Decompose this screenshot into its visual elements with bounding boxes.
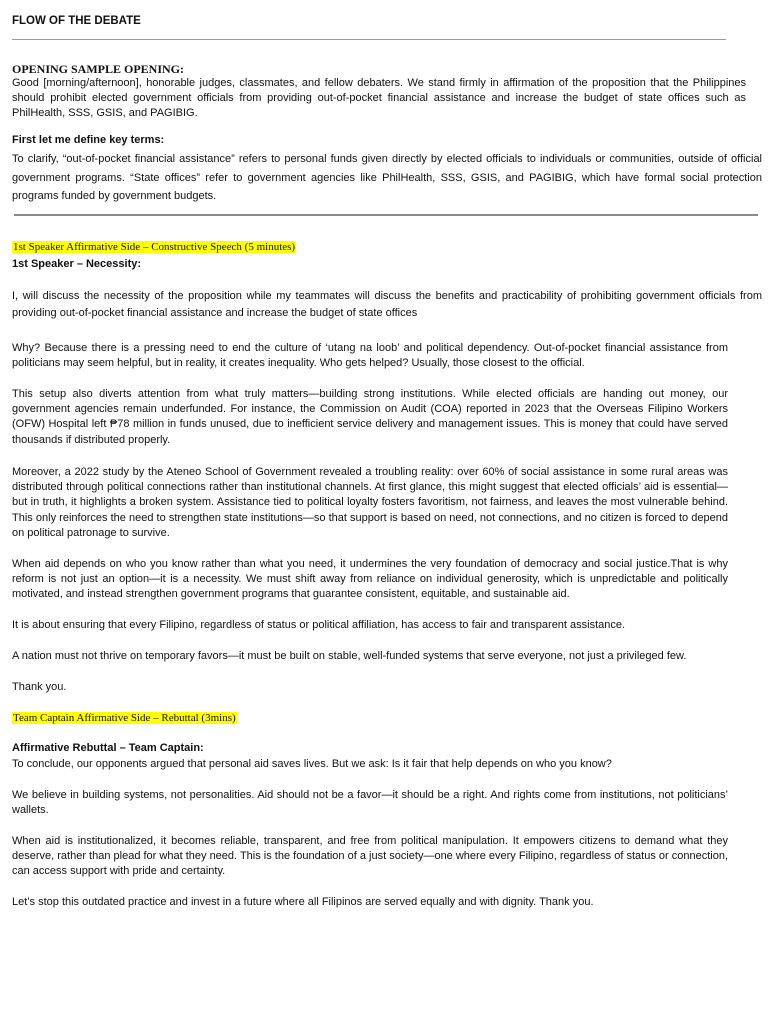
speaker1-highlight-label: 1st Speaker Affirmative Side – Constructive Speech (5 minutes)	[13, 241, 296, 253]
nation-paragraph: A nation must not thrive on temporary favors—it must be built on stable, well-funded systems that serve everyone, not just a privileged few.	[12, 650, 687, 662]
institutionalized-paragraph: When aid is institutionalized, it becomes reliable, transparent, and free from political manipulation. It empowers citizens to demand what they deserve, rather than plead for what they need. This is the foundation of a just society—one where every Filipino, regardless of status or connection, can access support with pride and certainty.	[12, 835, 728, 878]
opening-heading: OPENING SAMPLE OPENING:	[12, 62, 185, 76]
title-divider	[12, 39, 726, 40]
speaker1-intro-paragraph: I, will discuss the necessity of the proposition while my teammates will discuss the benefits and practicability of prohibiting government officials from providing out-of-pocket financial assistance and increase the budget of state offices	[12, 290, 762, 319]
rebuttal-heading: Affirmative Rebuttal – Team Captain:	[12, 742, 204, 754]
ensuring-paragraph: It is about ensuring that every Filipino, regardless of status or political affiliation, has access to fair and transparent assistance.	[12, 619, 626, 631]
speaker1-heading: 1st Speaker – Necessity:	[12, 258, 142, 270]
setup-paragraph: This setup also diverts attention from what truly matters—building strong institutions. While elected officials are handing out money, our government agencies remain underfunded. For instance, the Commission on Audit (COA) reported in 2023 that the Overseas Filipino Workers (OFW) Hospital left ₱78 million in funds unused, due to inefficient service delivery and management issues. This is money that could have served thousands if distributed properly.	[12, 388, 728, 446]
final-paragraph: Let’s stop this outdated practice and invest in a future where all Filipinos are served equally and with dignity. Thank you.	[12, 896, 594, 908]
when-aid-paragraph: When aid depends on who you know rather than what you need, it undermines the very foundation of democracy and social justice.That is why reform is not just an option—it is a necessity. We must shift away from reliance on individual generosity, which is unpredictable and politically motivated, and instead strengthen government programs that guarantee consistent, equitable, and sustainable aid.	[12, 558, 728, 601]
key-terms-heading: First let me define key terms:	[12, 134, 165, 146]
section-divider	[14, 214, 758, 216]
opening-paragraph: Good [morning/afternoon], honorable judges, classmates, and fellow debaters. We stand firmly in affirmation of the proposition that the Philippines should prohibit elected government officials from providing out-of-pocket financial assistance and increase the budget of state offices such as PhilHealth, SSS, GSIS, and PAGIBIG.	[12, 77, 746, 120]
believe-paragraph: We believe in building systems, not personalities. Aid should not be a favor—it should be a right. And rights come from institutions, not politicians’ wallets.	[12, 789, 728, 817]
moreover-paragraph: Moreover, a 2022 study by the Ateneo School of Government revealed a troubling reality: over 60% of social assistance in some rural areas was distributed through political connections rather than institutional channels. At first glance, this might suggest that elected officials’ aid is essential—but in truth, it highlights a broken system. Assistance tied to political loyalty fosters favoritism, not fairness, and leaves the most vulnerable behind. This only reinforces the need to strengthen state institutions—so that support is based on need, not connections, and no citizen is forced to depend on political patronage to survive.	[12, 466, 728, 539]
rebuttal-intro-paragraph: To conclude, our opponents argued that personal aid saves lives. But we ask: Is it fair that help depends on who you know?	[12, 758, 612, 770]
key-terms-paragraph: To clarify, “out-of-pocket financial assistance” refers to personal funds given directly by elected officials to individuals or communities, outside of official government programs. “State offices” refer to government agencies like PhilHealth, SSS, GSIS, and PAGIBIG, which have formal social protection programs funded by government budgets.	[12, 153, 762, 202]
why-paragraph: Why? Because there is a pressing need to end the culture of ‘utang na loob’ and political dependency. Out-of-pocket financial assistance from politicians may seem helpful, but in reality, it creates inequality. Who gets helped? Usually, those closest to the official.	[12, 342, 728, 370]
thank-you-text: Thank you.	[12, 681, 67, 693]
document-title: FLOW OF THE DEBATE	[12, 15, 141, 27]
captain-highlight-label: Team Captain Affirmative Side – Rebuttal (3mins)	[13, 712, 236, 724]
